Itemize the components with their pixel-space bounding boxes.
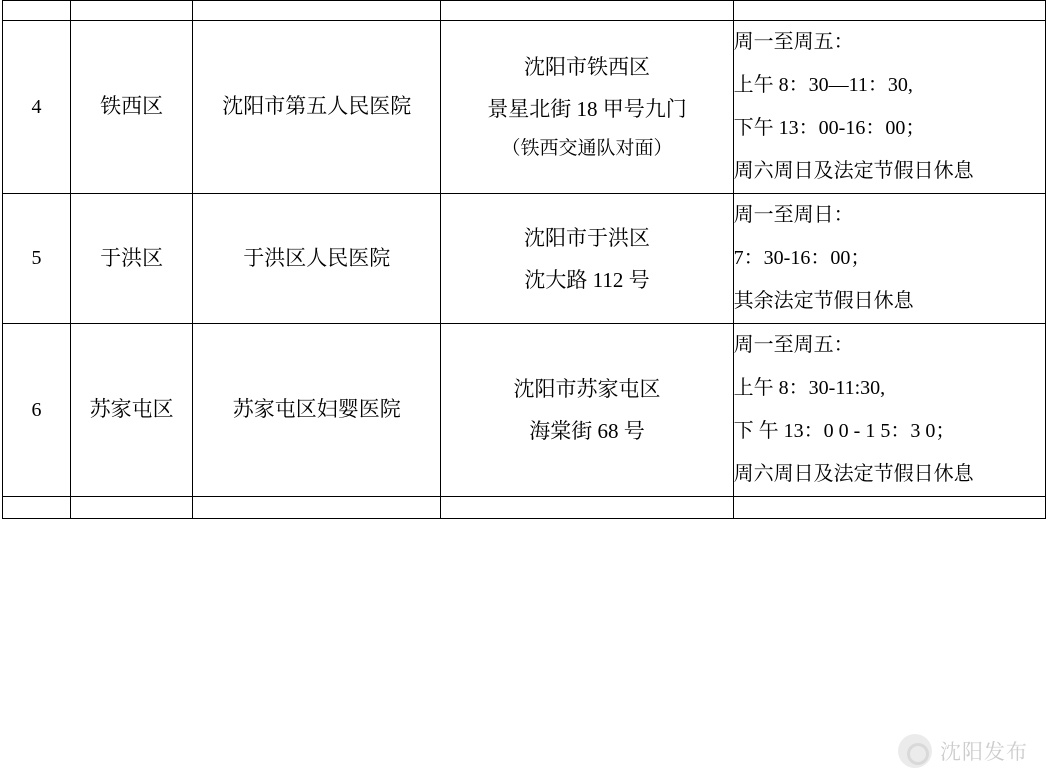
hours-line: 周一至周五： [733, 31, 854, 53]
cell-hours [733, 21, 1045, 194]
address-line: 景星北街 18 甲号九门 [487, 97, 687, 121]
cell-hospital-partial [193, 1, 441, 21]
hours-line: 上午 8：30—11：30, [733, 74, 913, 96]
table-row-partial-bottom [3, 497, 1046, 519]
cell-hospital-partial [193, 497, 441, 519]
cell-district: 苏家屯区 [71, 324, 193, 497]
address-line: 海棠街 68 号 [529, 419, 645, 443]
cell-district-partial [71, 497, 193, 519]
cell-hospital: 于洪区人民医院 [193, 194, 441, 324]
cell-index-partial [3, 497, 71, 519]
hours-line: 7：30-16：00； [733, 247, 871, 269]
hours-line: 周一至周日： [733, 204, 854, 226]
hours-line: 其余法定节假日休息 [733, 290, 914, 312]
cell-address [441, 21, 733, 194]
cell-address-partial [441, 1, 733, 21]
cell-hospital: 苏家屯区妇婴医院 [193, 324, 441, 497]
cell-district: 于洪区 [71, 194, 193, 324]
address-line: 沈阳市苏家屯区 [513, 377, 661, 401]
cell-index: 6 [3, 324, 71, 497]
cell-index-partial [3, 1, 71, 21]
cell-hours [733, 324, 1045, 497]
cell-hours-partial [733, 497, 1045, 519]
hours-line: 下午 13：00-16：00； [733, 117, 926, 139]
cell-district-partial [71, 1, 193, 21]
hours-line: 周六周日及法定节假日休息 [733, 160, 974, 182]
hours-line: 周一至周五： [733, 334, 854, 356]
address-line: 沈大路 112 号 [524, 267, 650, 292]
cell-address-partial [441, 497, 733, 519]
address-line: 沈阳市于洪区 [524, 225, 651, 250]
watermark [898, 734, 1028, 768]
cell-address [441, 194, 733, 324]
hours-line: 周六周日及法定节假日休息 [733, 463, 974, 485]
hours-line: 下 午 13：0 0 - 1 5：3 0； [733, 420, 956, 442]
watermark-label: 沈阳发布 [940, 741, 1028, 764]
watermark-logo-icon [898, 734, 932, 768]
cell-address [441, 324, 733, 497]
address-line: 沈阳市铁西区 [524, 55, 651, 79]
cell-hours-partial [733, 1, 1045, 21]
hospital-info-table [2, 0, 1046, 519]
cell-index: 4 [3, 21, 71, 194]
cell-hospital: 沈阳市第五人民医院 [193, 21, 441, 194]
table-row [3, 194, 1046, 324]
address-line: （铁西交通队对面） [501, 138, 673, 159]
table-row-partial-top [3, 1, 1046, 21]
table-row [3, 21, 1046, 194]
cell-hours [733, 194, 1045, 324]
cell-district: 铁西区 [71, 21, 193, 194]
cell-index: 5 [3, 194, 71, 324]
hours-line: 上午 8：30-11:30, [733, 377, 886, 399]
table-row [3, 324, 1046, 497]
